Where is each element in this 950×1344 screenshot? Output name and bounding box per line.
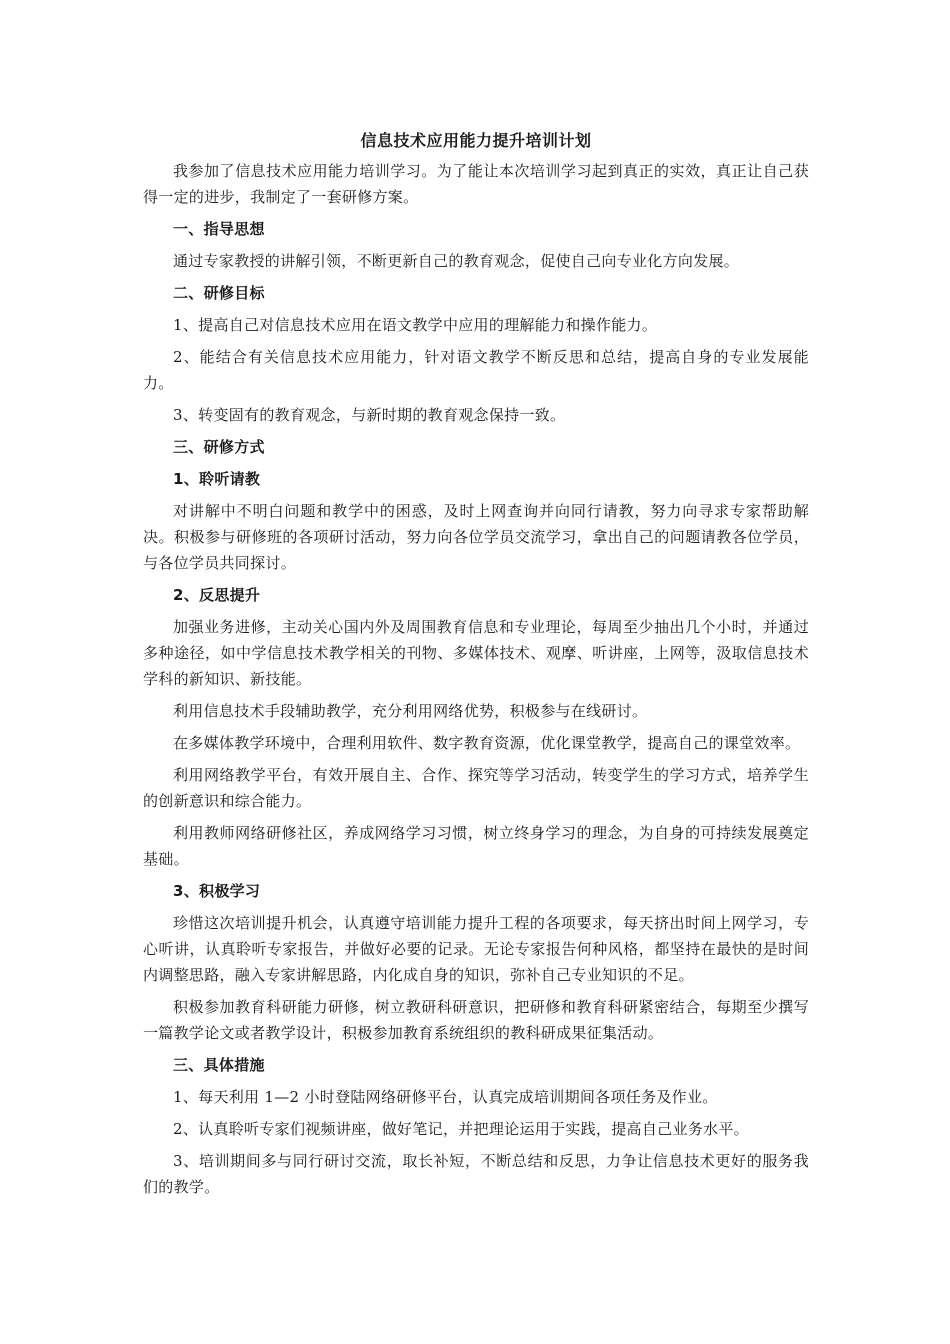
subsection-heading-listen-consult: 1、聆听请教 (173, 470, 261, 488)
subsection-heading-active-learning: 3、积极学习 (173, 882, 261, 900)
subsection-heading-reflect-improve: 2、反思提升 (173, 586, 261, 604)
paragraph: 通过专家教授的讲解引领，不断更新自己的教育观念，促使自己向专业化方向发展。 (173, 252, 740, 270)
paragraph: 2、认真聆听专家们视频讲座，做好笔记，并把理论运用于实践，提高自己业务水平。 (173, 1120, 749, 1138)
section-heading-specific-measures: 三、具体措施 (173, 1056, 265, 1074)
paragraph: 3、转变固有的教育观念，与新时期的教育观念保持一致。 (173, 406, 566, 424)
paragraph-intro: 我参加了信息技术应用能力培训学习。为了能让本次培训学习起到真正的实效，真正让自己获得一定的进步，我制定了一套研修方案。 (143, 162, 809, 206)
paragraph: 3、培训期间多与同行研讨交流，取长补短，不断总结和反思，力争让信息技术更好的服务我们的教学。 (143, 1152, 809, 1196)
document-title: 信息技术应用能力提升培训计划 (360, 131, 592, 150)
section-heading-training-goals: 二、研修目标 (173, 284, 265, 302)
paragraph: 2、能结合有关信息技术应用能力，针对语文教学不断反思和总结，提高自身的专业发展能力。 (143, 348, 809, 392)
document-page (143, 128, 809, 1206)
paragraph: 利用信息技术手段辅助教学，充分利用网络优势，积极参与在线研讨。 (173, 702, 648, 720)
paragraph: 利用网络教学平台，有效开展自主、合作、探究等学习活动，转变学生的学习方式，培养学生的创新意识和综合能力。 (143, 766, 809, 810)
paragraph: 对讲解中不明白问题和教学中的困惑，及时上网查询并向同行请教，努力向寻求专家帮助解决。积极参与研修班的各项研讨活动，努力向各位学员交流学习，拿出自己的问题请教各位学员，与各位学员共同探讨。 (143, 502, 809, 572)
paragraph: 积极参加教育科研能力研修，树立教研科研意识，把研修和教育科研紧密结合，每期至少撰写一篇教学论文或者教学设计，积极参加教育系统组织的教科研成果征集活动。 (143, 998, 809, 1042)
section-heading-training-methods: 三、研修方式 (173, 438, 265, 456)
paragraph: 1、提高自己对信息技术应用在语文教学中应用的理解能力和操作能力。 (173, 316, 658, 334)
paragraph: 珍惜这次培训提升机会，认真遵守培训能力提升工程的各项要求，每天挤出时间上网学习，专心听讲，认真聆听专家报告，并做好必要的记录。无论专家报告何种风格，都坚持在最快的是时间内调整思路，融入专家讲解思路，内化成自身的知识，弥补自己专业知识的不足。 (143, 914, 809, 984)
section-heading-guiding-ideology: 一、指导思想 (173, 220, 265, 238)
paragraph: 利用教师网络研修社区，养成网络学习习惯，树立终身学习的理念，为自身的可持续发展奠定基础。 (143, 824, 809, 868)
paragraph: 在多媒体教学环境中，合理利用软件、数字教育资源，优化课堂教学，提高自己的课堂效率。 (173, 734, 801, 752)
paragraph: 加强业务进修，主动关心国内外及周围教育信息和专业理论，每周至少抽出几个小时，并通过多种途径，如中学信息技术教学相关的刊物、多媒体技术、观摩、听讲座，上网等，汲取信息技术学科的新知识、新技能。 (143, 618, 809, 688)
document-body (143, 158, 809, 1200)
paragraph: 1、每天利用 1—2 小时登陆网络研修平台，认真完成培训期间各项任务及作业。 (173, 1088, 718, 1106)
